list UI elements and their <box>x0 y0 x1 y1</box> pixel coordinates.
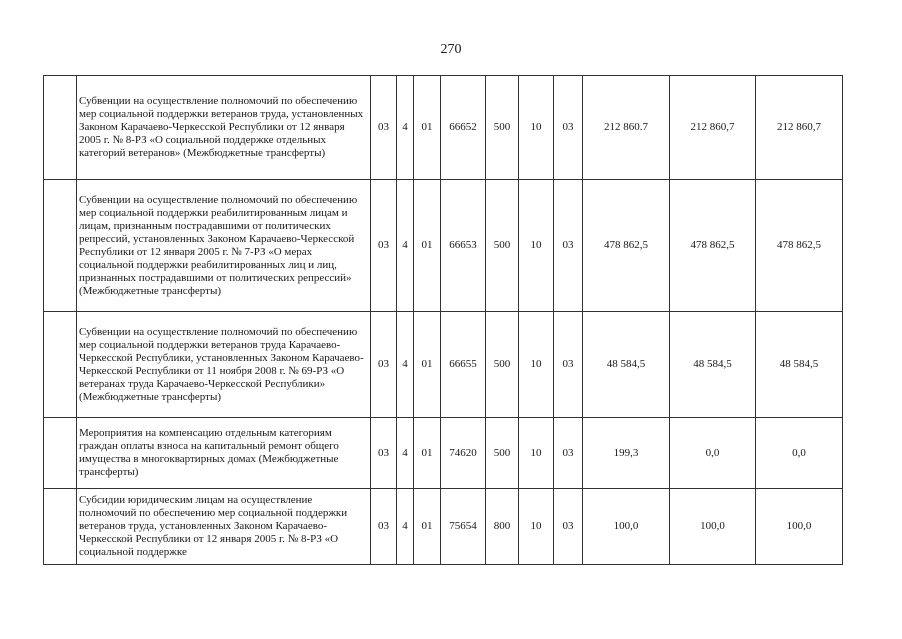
table-body <box>44 76 843 565</box>
code-program: 03 <box>371 418 397 489</box>
code-main-event: 01 <box>414 312 441 418</box>
code-direction: 75654 <box>441 489 486 565</box>
amount-year-2: 100,0 <box>670 489 756 565</box>
code-main-event: 01 <box>414 76 441 180</box>
code-direction: 74620 <box>441 418 486 489</box>
row-description: Субвенции на осуществление полномочий по обеспечению мер социальной поддержки реабилитированным лицам и лицам, признанным пострадавшими от политических репрессий, установленных Законом Карачаево-Черкесской Республики от 12 января 2005 г. № 7-РЗ «О мерах социальной поддержки реабилитированных лиц и лиц, признанных пострадавшими от политических репрессий» (Межбюджетные трансферты) <box>77 180 371 312</box>
row-blank-cell <box>44 180 77 312</box>
row-blank-cell <box>44 312 77 418</box>
table-row <box>44 180 843 312</box>
table-row <box>44 76 843 180</box>
amount-year-3: 0,0 <box>756 418 843 489</box>
code-subsection: 03 <box>554 489 583 565</box>
code-expense-type: 500 <box>486 76 519 180</box>
code-section: 10 <box>519 312 554 418</box>
amount-year-1: 478 862,5 <box>583 180 670 312</box>
amount-year-3: 100,0 <box>756 489 843 565</box>
amount-year-3: 478 862,5 <box>756 180 843 312</box>
code-expense-type: 500 <box>486 180 519 312</box>
code-direction: 66652 <box>441 76 486 180</box>
code-expense-type: 500 <box>486 312 519 418</box>
table-row <box>44 489 843 565</box>
code-subprogram: 4 <box>397 180 414 312</box>
table-row <box>44 312 843 418</box>
row-blank-cell <box>44 418 77 489</box>
amount-year-2: 478 862,5 <box>670 180 756 312</box>
code-main-event: 01 <box>414 180 441 312</box>
row-description: Субсидии юридическим лицам на осуществление полномочий по обеспечению мер социальной поддержки ветеранов труда, установленных Законом Карачаево-Черкесской Республики от 12 января 2005 г. № 8-РЗ «О социальной поддержке <box>77 489 371 565</box>
code-program: 03 <box>371 76 397 180</box>
code-program: 03 <box>371 489 397 565</box>
code-program: 03 <box>371 312 397 418</box>
amount-year-3: 212 860,7 <box>756 76 843 180</box>
code-subprogram: 4 <box>397 418 414 489</box>
table-row <box>44 418 843 489</box>
amount-year-2: 48 584,5 <box>670 312 756 418</box>
row-description: Субвенции на осуществление полномочий по обеспечению мер социальной поддержки ветеранов труда Карачаево-Черкесской Республики, установленных Законом Карачаево-Черкесской Республики от 11 ноября 2008 г. № 69-РЗ «О ветеранах труда Карачаево-Черкесской Республики» (Межбюджетные трансферты) <box>77 312 371 418</box>
code-expense-type: 800 <box>486 489 519 565</box>
code-section: 10 <box>519 76 554 180</box>
amount-year-3: 48 584,5 <box>756 312 843 418</box>
code-direction: 66653 <box>441 180 486 312</box>
amount-year-1: 199,3 <box>583 418 670 489</box>
code-subsection: 03 <box>554 418 583 489</box>
code-section: 10 <box>519 180 554 312</box>
code-main-event: 01 <box>414 418 441 489</box>
page-number: 270 <box>440 42 462 57</box>
code-expense-type: 500 <box>486 418 519 489</box>
amount-year-2: 0,0 <box>670 418 756 489</box>
amount-year-2: 212 860,7 <box>670 76 756 180</box>
code-section: 10 <box>519 418 554 489</box>
code-direction: 66655 <box>441 312 486 418</box>
row-blank-cell <box>44 76 77 180</box>
row-description: Мероприятия на компенсацию отдельным категориям граждан оплаты взноса на капитальный ремонт общего имущества в многоквартирных домах (Межбюджетные трансферты) <box>77 418 371 489</box>
code-main-event: 01 <box>414 489 441 565</box>
amount-year-1: 212 860.7 <box>583 76 670 180</box>
code-subsection: 03 <box>554 76 583 180</box>
budget-table <box>43 75 843 565</box>
code-subprogram: 4 <box>397 312 414 418</box>
code-subsection: 03 <box>554 180 583 312</box>
code-section: 10 <box>519 489 554 565</box>
amount-year-1: 48 584,5 <box>583 312 670 418</box>
amount-year-1: 100,0 <box>583 489 670 565</box>
code-subsection: 03 <box>554 312 583 418</box>
code-program: 03 <box>371 180 397 312</box>
row-description: Субвенции на осуществление полномочий по обеспечению мер социальной поддержки ветеранов труда, установленных Законом Карачаево-Черкесской Республики от 12 января 2005 г. № 8-РЗ «О социальной поддержке отдельных категорий ветеранов» (Межбюджетные трансферты) <box>77 76 371 180</box>
code-subprogram: 4 <box>397 76 414 180</box>
code-subprogram: 4 <box>397 489 414 565</box>
row-blank-cell <box>44 489 77 565</box>
